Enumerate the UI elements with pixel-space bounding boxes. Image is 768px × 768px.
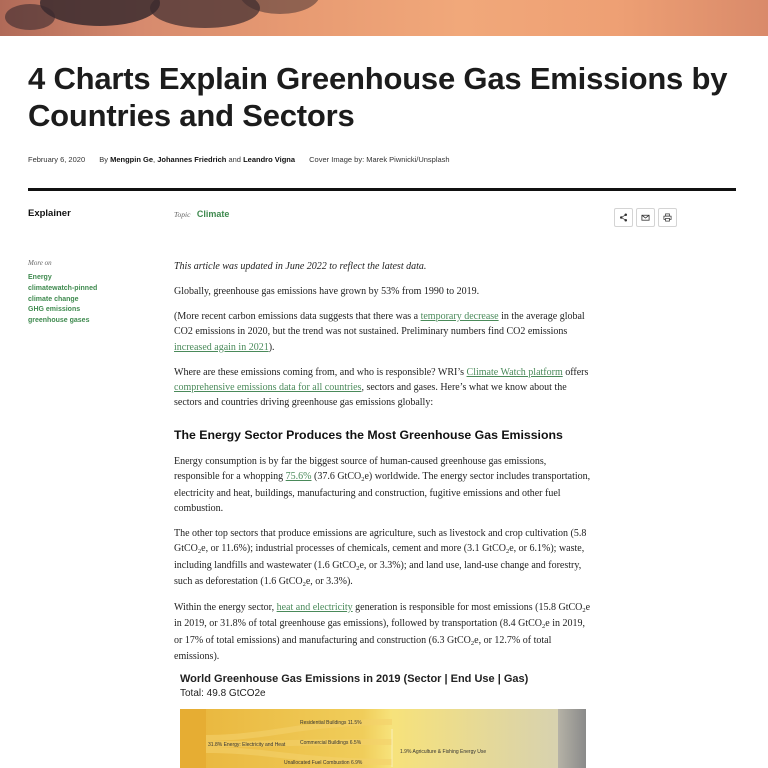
cover-image-credit: Cover Image by: Marek Piwnicki/Unsplash bbox=[309, 155, 450, 164]
topic-tag bbox=[174, 209, 229, 219]
more-on-link[interactable]: GHG emissions bbox=[28, 306, 81, 314]
inline-link[interactable]: Climate Watch platform bbox=[466, 366, 563, 378]
byline-and: and bbox=[228, 155, 241, 164]
more-on-link[interactable]: Energy bbox=[28, 274, 52, 281]
paragraph: Within the energy sector, heat and electricity generation is responsible for most emissions (15.8 GtCO$_2$e in 2019, or 31.8% of total greenhouse gas emissions), followed by transportation (8.4 GtCO$_2$e in 2019, or 17% of total emissions) and manufacturing and construction (6.3 GtCO$_2$e, or 12.7% of total emissions). bbox=[174, 602, 591, 663]
author-link[interactable]: Johannes Friedrich bbox=[157, 155, 227, 164]
publish-date: February 6, 2020 bbox=[28, 155, 86, 164]
more-on-sidebar bbox=[28, 259, 148, 327]
share-icon bbox=[619, 213, 628, 222]
author-link[interactable]: Mengpin Ge bbox=[110, 155, 153, 164]
figure-subtitle: Total: 49.8 GtCO2e bbox=[180, 688, 266, 699]
header-divider bbox=[28, 188, 736, 191]
share-toolbar bbox=[614, 208, 677, 227]
article-body bbox=[174, 259, 592, 674]
more-on-link[interactable]: climate change bbox=[28, 295, 79, 303]
content-type-label: Explainer bbox=[28, 208, 71, 219]
topic-link-climate[interactable]: Climate bbox=[196, 209, 230, 219]
inline-link[interactable]: increased again in 2021 bbox=[174, 341, 269, 353]
sankey-figure bbox=[180, 673, 586, 768]
more-on-label: More on bbox=[28, 259, 52, 267]
byline-by: By bbox=[99, 155, 108, 164]
sankey-label-energy: 31.8% Energy: Electricity and Heat bbox=[208, 742, 286, 748]
author-link[interactable]: Leandro Vigna bbox=[243, 155, 296, 164]
sankey-diagram bbox=[180, 709, 586, 768]
inline-link[interactable]: heat and electricity bbox=[276, 602, 353, 613]
print-button[interactable] bbox=[658, 208, 677, 227]
update-note: This article was updated in June 2022 to reflect the latest data. bbox=[174, 261, 427, 272]
sankey-label-residential: Residential Buildings 11.5% bbox=[300, 720, 362, 726]
more-on-link[interactable]: climatewatch-pinned bbox=[28, 284, 98, 292]
more-on-link[interactable]: greenhouse gases bbox=[28, 317, 90, 325]
paragraph: (More recent carbon emissions data suggests that there was a temporary decrease in the average global CO2 emissions in 2020, but the trend was not sustained. Preliminary numbers find CO2 emissions increased again in 2021). bbox=[174, 310, 585, 353]
email-icon bbox=[641, 213, 650, 222]
section-heading: The Energy Sector Produces the Most Greenhouse Gas Emissions bbox=[174, 427, 563, 442]
sankey-label-commercial: Commercial Buildings 6.5% bbox=[300, 740, 362, 746]
sankey-node-gas bbox=[558, 709, 586, 768]
inline-link[interactable]: temporary decrease bbox=[420, 310, 499, 322]
topic-label: Topic bbox=[174, 210, 191, 219]
sankey-label-agriculture: 1.9% Agriculture & Fishing Energy Use bbox=[400, 749, 487, 755]
byline bbox=[28, 155, 748, 164]
inline-link[interactable]: comprehensive emissions data for all countries bbox=[174, 381, 362, 393]
sankey-label-unallocated: Unallocated Fuel Combustion 6.9% bbox=[284, 760, 363, 766]
email-button[interactable] bbox=[636, 208, 655, 227]
sankey-node-end-use bbox=[392, 709, 398, 768]
share-button[interactable] bbox=[614, 208, 633, 227]
figure-title: World Greenhouse Gas Emissions in 2019 (Sector | End Use | Gas) bbox=[180, 673, 529, 685]
hero-cover-image bbox=[0, 0, 768, 36]
byline-comma: , bbox=[153, 155, 156, 164]
print-icon bbox=[663, 213, 672, 222]
paragraph: Where are these emissions coming from, and who is responsible? WRI’s Climate Watch platform offers comprehensive emissions data for all countries, sectors and gases. Here’s what we know about the sectors and countries driving greenhouse gas emissions globally: bbox=[174, 366, 589, 409]
sankey-node-energy bbox=[180, 709, 206, 768]
paragraph: The other top sectors that produce emissions are agriculture, such as livestock and crop cultivation (5.8 GtCO$_2$e, or 11.6%); industrial processes of chemicals, cement and more (3.1 GtCO$_2$e, or 6.1%); waste, including landfills and wastewater (1.6 GtCO$_2$e, or 3.3%); and land use, land-use change and forestry, such as deforestation (1.6 GtCO$_2$e, or 3.3%). bbox=[174, 527, 587, 589]
inline-link[interactable]: 75.6% bbox=[285, 471, 312, 483]
page-title: 4 Charts Explain Greenhouse Gas Emissions by Countries and Sectors bbox=[28, 61, 728, 133]
paragraph: Energy consumption is by far the biggest source of human-caused greenhouse gas emissions, responsible for a whopping 75.6% (37.6 GtCO$_2$e) worldwide. The energy sector includes transportation, electricity and heat, buildings, manufacturing and construction, fugitive emissions and other fuel combustion. bbox=[174, 455, 591, 514]
paragraph: Globally, greenhouse gas emissions have grown by 53% from 1990 to 2019. bbox=[174, 285, 480, 297]
